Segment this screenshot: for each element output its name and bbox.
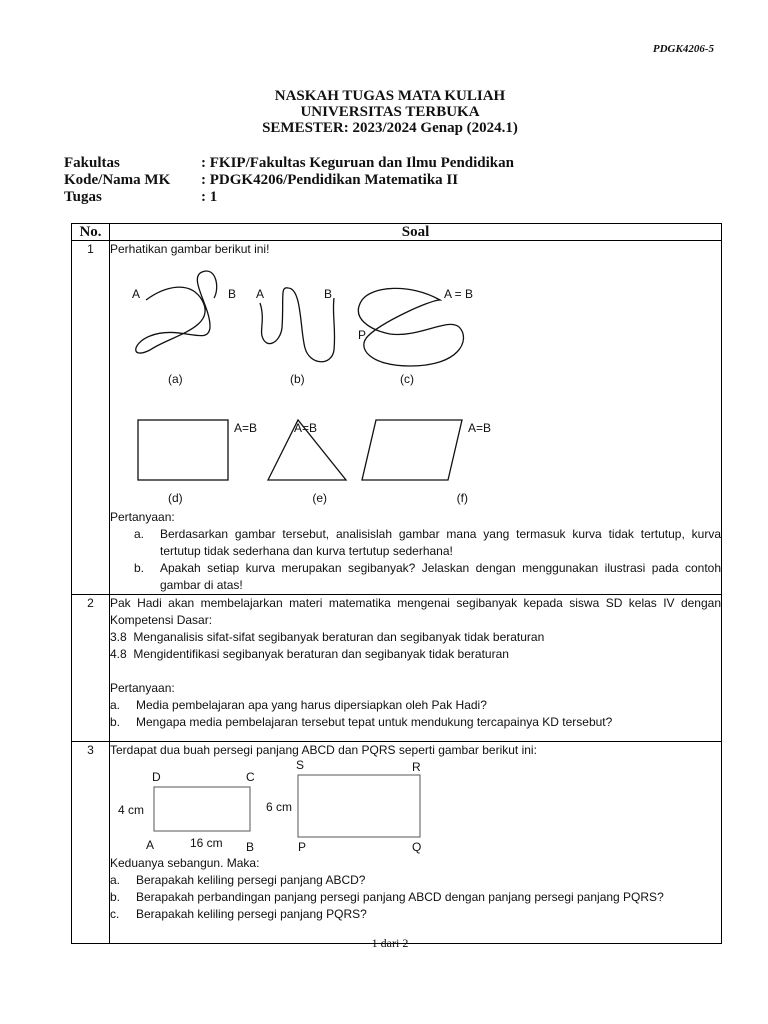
caption-e: (e) — [312, 491, 327, 505]
meta-label: Kode/Nama MK — [64, 172, 171, 188]
label-c-end: A = B — [444, 287, 474, 301]
label-A: A — [146, 838, 155, 852]
question-intro: Terdapat dua buah persegi panjang ABCD dan PQRS seperti gambar berikut ini: — [110, 743, 537, 757]
question-items — [110, 697, 721, 731]
caption-c: (c) — [400, 372, 414, 386]
label-width-abcd: 16 cm — [190, 836, 223, 850]
label-height-abcd: 4 cm — [118, 803, 145, 817]
label-c-point: P — [358, 328, 367, 342]
page-number: 1 dari 2 — [371, 936, 409, 950]
curve-a — [136, 271, 217, 353]
document-title — [0, 88, 768, 136]
label-Q: Q — [412, 840, 422, 854]
caption-f: (f) — [456, 491, 468, 505]
meta-row-fakultas — [64, 155, 514, 172]
label-height-pqrs: 6 cm — [266, 800, 293, 814]
question-intro: Pak Hadi akan membelajarkan materi matematika mengenai segibanyak kepada siswa SD kelas IV dengan Kompetensi Dasar: — [110, 596, 721, 627]
label-P: P — [298, 840, 307, 854]
question-content — [110, 742, 722, 944]
title-line-2: UNIVERSITAS TERBUKA — [300, 104, 480, 120]
title-line-1: NASKAH TUGAS MATA KULIAH — [274, 88, 506, 104]
course-info — [64, 155, 514, 206]
document-code: PDGK4206-5 — [652, 43, 714, 55]
question-row-1 — [72, 241, 722, 595]
question-label: Pertanyaan: — [110, 510, 175, 524]
label-C: C — [246, 770, 255, 784]
label-S: S — [296, 759, 305, 772]
meta-label: Tugas — [64, 189, 102, 205]
caption-d: (d) — [168, 491, 183, 505]
header-no: No. — [72, 224, 110, 241]
label-b-end: B — [324, 287, 333, 301]
title-line-3: SEMESTER: 2023/2024 Genap (2024.1) — [262, 120, 518, 136]
header-soal: Soal — [110, 224, 722, 241]
questions-table — [71, 223, 722, 944]
question-intro: Perhatikan gambar berikut ini! — [110, 242, 270, 256]
list-item: a. Media pembelajaran apa yang harus dipersiapkan oleh Pak Hadi? — [110, 698, 487, 712]
question-items — [110, 872, 721, 923]
caption-a: (a) — [168, 372, 183, 386]
label-a-end: B — [228, 287, 237, 301]
meta-value: : 1 — [201, 189, 218, 205]
label-f: A=B — [468, 421, 492, 435]
list-item: a. Berapakah keliling persegi panjang ABCD? — [110, 873, 366, 887]
shape-f-parallelogram — [362, 420, 462, 480]
competency-3-8: 3.8 Menganalisis sifat-sifat segibanyak beraturan dan segibanyak tidak beraturan — [110, 630, 545, 644]
caption-row-def — [168, 490, 468, 507]
list-item: b. Berapakah perbandingan panjang persegi panjang ABCD dengan panjang persegi panjang PQRS? — [110, 890, 664, 904]
label-e: A=B — [294, 421, 318, 435]
question-items — [110, 526, 721, 594]
list-item: b. Apakah setiap kurva merupakan segibanyak? Jelaskan dengan menggunakan ilustrasi pada contoh gambar di atas! — [134, 561, 721, 592]
question-content — [110, 595, 722, 742]
rectangle-abcd — [154, 787, 250, 831]
list-item: c. Berapakah keliling persegi panjang PQRS? — [110, 907, 367, 921]
question-row-3 — [72, 742, 722, 944]
label-a-start: A — [132, 287, 141, 301]
list-item: b. Mengapa media pembelajaran tersebut tepat untuk mendukung tercapainya KD tersebut? — [110, 715, 613, 729]
table-header-row — [72, 224, 722, 241]
question-label: Pertanyaan: — [110, 681, 175, 695]
competency-4-8: 4.8 Mengidentifikasi segibanyak beraturan dan segibanyak tidak beraturan — [110, 647, 509, 661]
label-b-start: A — [256, 287, 265, 301]
label-d: A=B — [234, 421, 258, 435]
question-row-2 — [72, 595, 722, 742]
question-content — [110, 241, 722, 595]
rectangle-pqrs — [298, 775, 420, 837]
caption-b: (b) — [290, 372, 305, 386]
meta-row-kode — [64, 172, 514, 189]
shape-d-rectangle — [138, 420, 228, 480]
rectangles-figure — [110, 759, 440, 855]
question-lead: Keduanya sebangun. Maka: — [110, 856, 260, 870]
meta-row-tugas — [64, 189, 514, 206]
question-number: 3 — [72, 742, 110, 944]
list-item: a. Berdasarkan gambar tersebut, analisislah gambar mana yang termasuk kurva tidak tertutup, kurva tertutup tidak sederhana dan kurva tertutup sederhana! — [134, 527, 721, 558]
label-B: B — [246, 840, 255, 854]
curves-figure — [110, 258, 710, 490]
label-R: R — [412, 760, 421, 774]
label-D: D — [152, 770, 161, 784]
meta-value: : PDGK4206/Pendidikan Matematika II — [201, 172, 459, 188]
meta-value: : FKIP/Fakultas Keguruan dan Ilmu Pendidikan — [201, 155, 514, 171]
meta-label: Fakultas — [64, 155, 120, 171]
question-number: 2 — [72, 595, 110, 742]
question-number: 1 — [72, 241, 110, 595]
